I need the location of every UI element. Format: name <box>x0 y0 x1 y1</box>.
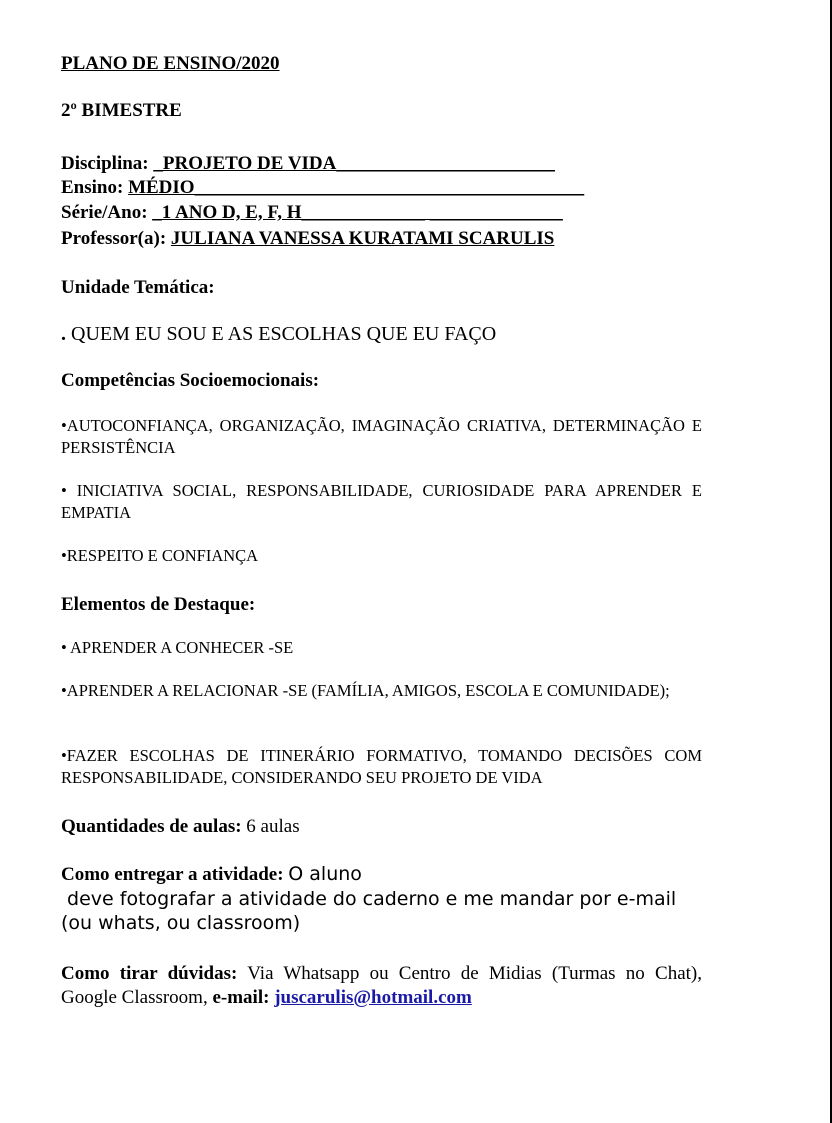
aulas-value: 6 aulas <box>246 816 300 837</box>
aulas-label: Quantidades de aulas: <box>61 816 247 837</box>
ensino-line <box>61 176 702 200</box>
duvidas-label: Como tirar dúvidas: <box>61 963 238 984</box>
entrega-block <box>61 862 702 935</box>
professor-label: Professor(a): <box>61 228 171 249</box>
email-link[interactable]: juscarulis@hotmail.com <box>274 987 472 1008</box>
duvidas-paragraph <box>61 962 702 1010</box>
competencia-item-1: •AUTOCONFIANÇA, ORGANIZAÇÃO, IMAGINAÇÃO CRIATIVA, DETERMINAÇÃO E PERSISTÊNCIA <box>61 416 702 457</box>
professor-value: JULIANA VANESSA KURATAMI SCARULIS <box>170 228 555 249</box>
disciplina-line <box>61 152 702 176</box>
unidade-heading: Unidade Temática: <box>61 277 215 298</box>
duvidas-text: Via Whatsapp ou Centro de Midias (Turmas no Chat), Google Classroom, <box>61 963 702 1008</box>
elemento-item-2: •APRENDER A RELACIONAR -SE (FAMÍLIA, AMIGOS, ESCOLA E COMUNIDADE); <box>61 681 670 700</box>
competencia-item-2: • INICIATIVA SOCIAL, RESPONSABILIDADE, CURIOSIDADE PARA APRENDER E EMPATIA <box>61 481 702 522</box>
serie-value: _1 ANO D, E, F, H_____________ ______________ <box>152 202 563 223</box>
ensino-value: MÉDIO_________________________________________ <box>128 177 585 198</box>
serie-label: Série/Ano: <box>61 202 153 223</box>
competencia-item-3: •RESPEITO E CONFIANÇA <box>61 546 259 565</box>
entrega-first-line <box>61 862 702 887</box>
aulas-line <box>61 815 702 839</box>
ensino-label: Ensino: <box>61 177 129 198</box>
entrega-text-line1: O aluno <box>288 863 362 885</box>
disciplina-value: _PROJETO DE VIDA_______________________ <box>153 153 555 174</box>
elemento-item-1: • APRENDER A CONHECER -SE <box>61 638 294 657</box>
serie-line <box>61 201 702 225</box>
entrega-text-line2: deve fotografar a atividade do caderno e me mandar por e-mail (ou whats, ou classroom) <box>61 888 683 934</box>
entrega-label: Como entregar a atividade: <box>61 864 289 885</box>
disciplina-label: Disciplina: <box>61 153 154 174</box>
bimestre-label: 2º BIMESTRE <box>61 100 182 121</box>
unidade-text: QUEM EU SOU E AS ESCOLHAS QUE EU FAÇO <box>66 323 497 345</box>
elementos-heading: Elementos de Destaque: <box>61 594 256 615</box>
unidade-item <box>61 321 702 347</box>
email-label: e-mail: <box>212 987 275 1008</box>
competencias-heading: Competências Socioemocionais: <box>61 370 320 391</box>
unidade-bullet: . <box>61 323 66 345</box>
document-title: PLANO DE ENSINO/2020 <box>61 53 280 74</box>
elemento-item-3: •FAZER ESCOLHAS DE ITINERÁRIO FORMATIVO, TOMANDO DECISÕES COM RESPONSABILIDADE, CONSIDERANDO SEU PROJETO DE VIDA <box>61 746 702 787</box>
professor-line <box>61 227 702 251</box>
